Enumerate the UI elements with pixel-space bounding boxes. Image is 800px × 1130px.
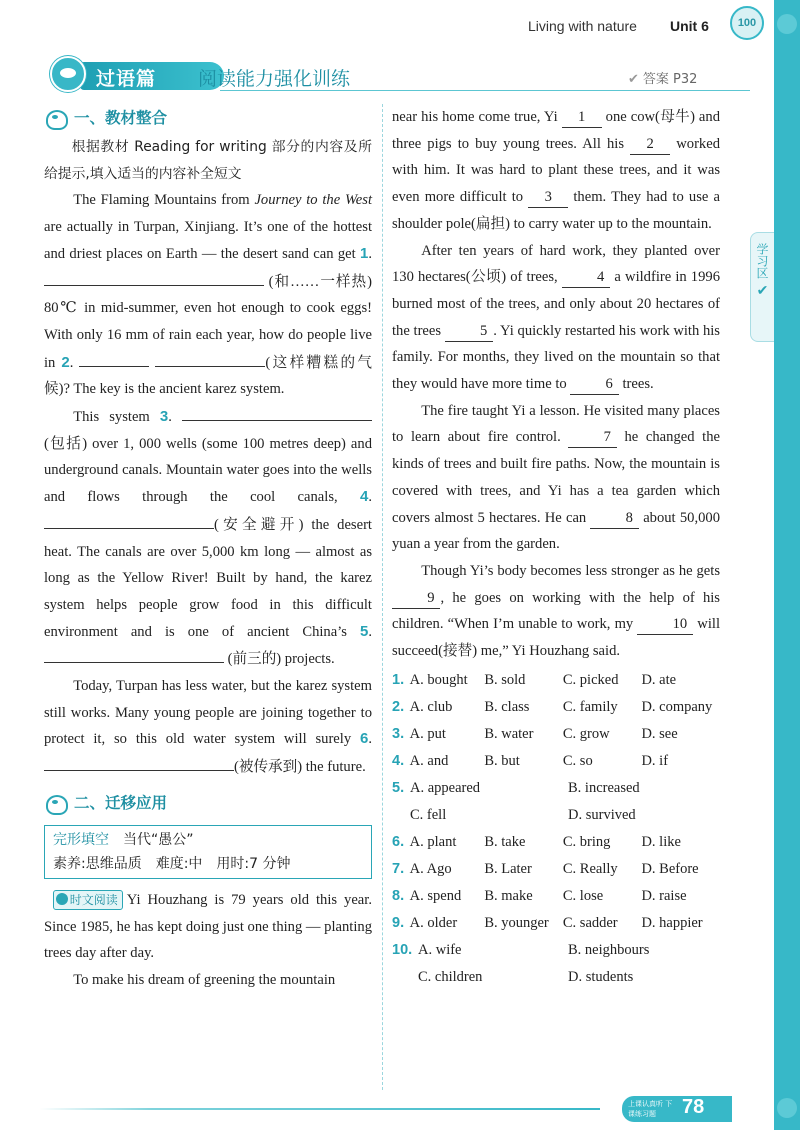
option-b[interactable]: B. make <box>484 887 533 904</box>
option-d[interactable]: D. survived <box>568 806 636 823</box>
answer-blank-5[interactable] <box>44 645 224 663</box>
blank-number: 4 <box>360 488 369 506</box>
answer-blank-4[interactable] <box>44 511 214 529</box>
unit-label: Unit 6 <box>670 18 709 34</box>
blank-number: 3 <box>159 408 169 426</box>
tag-label: 时文阅读 <box>69 892 118 907</box>
option-c[interactable]: C. sadder <box>562 914 618 931</box>
column-divider <box>382 104 383 1090</box>
blank-number: 1 <box>360 244 369 262</box>
cloze-blank-4[interactable]: 4 <box>562 267 610 288</box>
book-title: Journey to the West <box>254 192 373 209</box>
cloze-blank-8[interactable]: 8 <box>590 508 638 529</box>
option-a[interactable]: A. older <box>409 914 458 931</box>
decor-dot <box>777 1098 797 1118</box>
option-b[interactable]: B. younger <box>484 914 549 931</box>
option-c[interactable]: C. Really <box>562 860 618 877</box>
text: (被传承到) the future. <box>234 759 366 776</box>
info-line-2: 素养:思维品质 难度:中 用时:7 分钟 <box>53 855 291 872</box>
text: near his home come true, Yi <box>392 109 562 125</box>
text: . Yi quickly restarted his work with his family. For months, they lived on the mountain so that they would have more time to <box>392 322 720 393</box>
passage-paragraph: Today, Turpan has less water, but the karez system still works. Many young people are joining together to protect it, so this old water system will surely 6. (被传承到) the future. <box>44 678 372 776</box>
text: , he goes on working with the help of his children. “When I’m unable to work, my <box>392 589 720 633</box>
question-number: 10. <box>392 941 413 958</box>
text: (前三的) projects. <box>227 651 335 668</box>
answer-blank-1[interactable] <box>44 268 264 286</box>
blank-number: 5 <box>360 622 369 640</box>
question-number: 1. <box>392 671 405 688</box>
text: Today, Turpan has less water, but the karez system still works. Many young people are joining together to protect it, so this old water system will surely <box>44 678 372 748</box>
cloze-blank-2[interactable]: 2 <box>630 134 670 155</box>
section-title: 二、迁移应用 <box>74 793 168 812</box>
banner-underline <box>220 90 750 91</box>
text: The fire taught Yi a lesson. He visited many places to learn about fire control. <box>392 402 720 446</box>
option-a[interactable]: A. bought <box>409 671 468 688</box>
exercise-info-box <box>44 825 372 879</box>
answer-blank-6[interactable] <box>44 753 234 771</box>
question-number: 2. <box>392 698 405 715</box>
option-b[interactable]: B. neighbours <box>568 941 650 958</box>
option-c[interactable]: C. lose <box>562 887 604 904</box>
option-row <box>392 667 720 694</box>
left-column <box>44 104 372 994</box>
article-tag <box>53 890 123 910</box>
text: This system <box>73 409 160 426</box>
option-d[interactable]: D. ate <box>641 671 677 688</box>
option-a[interactable]: A. Ago <box>409 860 452 877</box>
text: trees. <box>618 376 654 393</box>
option-b[interactable]: B. class <box>484 698 530 715</box>
answer-blank-2-cont[interactable] <box>155 349 265 367</box>
footer-line <box>40 1108 600 1110</box>
question-number: 5. <box>392 779 405 796</box>
exercise-title: 当代“愚公” <box>123 831 194 848</box>
answer-page: 答案 P32 <box>642 72 698 87</box>
option-c[interactable]: C. children <box>418 968 483 985</box>
option-b[interactable]: B. sold <box>484 671 526 688</box>
page-number: 78 <box>682 1096 705 1118</box>
option-row <box>392 694 720 721</box>
text: will succeed(接替) me,” Yi Houzhang said. <box>392 616 720 660</box>
option-d[interactable]: D. Before <box>641 860 699 877</box>
cloze-blank-9[interactable]: 9 <box>392 588 440 609</box>
question-number: 7. <box>392 860 405 877</box>
section-heading-2 <box>44 789 372 817</box>
option-a[interactable]: A. spend <box>409 887 462 904</box>
option-row <box>392 964 720 991</box>
option-row <box>392 910 720 937</box>
section-title: 一、教材整合 <box>74 108 168 127</box>
passage-paragraph <box>392 238 720 398</box>
text: (和……一样热) 80℃ in mid-summer, even hot enough to cook eggs! With only 16 mm of rain each year, how do people live in <box>44 273 372 371</box>
question-number: 8. <box>392 887 405 904</box>
options-list <box>392 667 720 991</box>
option-row <box>392 748 720 775</box>
right-decor-strip <box>774 0 800 1130</box>
check-icon: ✔ <box>756 284 769 299</box>
passage-paragraph: The Flaming Mountains from Journey to the West are actually in Turpan, Xinjiang. It’s one of the hottest and driest places on Earth — the desert sand can get 1. (和……一样热) 80℃ in mid-summer, even hot enough to cook eggs! With only 16 mm of rain each year, how do people live in 2. (这样糟糕的气候)? The key is the ancient karez system. <box>44 192 373 398</box>
text: The Flaming Mountains from <box>73 192 255 209</box>
text: he changed the kinds of trees and built fire paths. Now, the mountain is covered with trees, and Yi has a tea garden which covers almost 5 hectares. He can <box>392 429 720 526</box>
cloze-blank-5[interactable]: 5 <box>445 321 493 342</box>
cloze-blank-1[interactable]: 1 <box>562 107 602 128</box>
question-number: 9. <box>392 914 405 931</box>
option-c[interactable]: C. family <box>562 698 618 715</box>
option-b[interactable]: B. water <box>484 725 534 742</box>
option-a[interactable]: A. plant <box>409 833 457 850</box>
check-icon: ✔ <box>628 72 639 87</box>
text: a wildfire in 1996 burned most of the trees, and only about 20 hectares of the trees <box>392 269 720 339</box>
option-b[interactable]: B. take <box>484 833 526 850</box>
tag-icon <box>56 893 68 905</box>
option-c[interactable]: C. bring <box>562 833 611 850</box>
text: are actually in Turpan, Xinjiang. It’s one of the hottest and driest places on Earth — the desert sand can get <box>44 219 372 262</box>
option-c[interactable]: C. grow <box>562 725 610 742</box>
option-row <box>392 883 720 910</box>
option-b[interactable]: B. increased <box>568 779 640 796</box>
option-d[interactable]: D. company <box>641 698 713 715</box>
passage-paragraph <box>392 398 720 558</box>
text: Though Yi’s body becomes less stronger as he gets <box>421 562 720 579</box>
text: After ten years of hard work, they planted over 130 hectares(公顷) of trees, <box>392 242 720 286</box>
mascot-icon <box>50 56 86 92</box>
banner-subtitle: 阅读能力强化训练 <box>198 68 351 90</box>
section-banner <box>40 60 752 92</box>
passage-paragraph <box>44 887 372 967</box>
option-a[interactable]: A. and <box>409 752 449 769</box>
option-c[interactable]: C. picked <box>562 671 619 688</box>
option-b[interactable]: B. but <box>484 752 520 769</box>
answer-blank-3[interactable] <box>182 403 372 421</box>
text: (安全避开) the desert heat. The canals are over 5,000 km long — almost as long as the Yellow River! Built by hand, the karez system helps people grow food in this difficult environment and is one of ancient China’s <box>44 516 372 640</box>
page-badge <box>622 1096 732 1122</box>
exercise-type: 完形填空 <box>53 831 109 848</box>
passage-paragraph: This system 3. (包括) over 1, 000 wells (some 100 metres deep) and underground canals. Mountain water goes into the wells and flows through the cool canals, 4. (安全避开) the desert heat. The canals are over 5,000 km long — almost as long as the Yellow River! Built by hand, the karez system helps people grow food in this difficult environment and is one of ancient China’s 5. (前三的) projects. <box>44 403 372 673</box>
question-number: 6. <box>392 833 405 850</box>
option-a[interactable]: A. club <box>409 698 453 715</box>
right-column <box>392 104 720 991</box>
option-a[interactable]: A. wife <box>418 941 462 958</box>
option-d[interactable]: D. like <box>641 833 681 850</box>
text: (这样糟糕的气候)? The key is the ancient karez system. <box>44 354 373 398</box>
option-d[interactable]: D. see <box>641 725 678 742</box>
cloze-blank-10[interactable]: 10 <box>637 614 693 635</box>
option-c[interactable]: C. fell <box>410 806 447 823</box>
text: about 50,000 yuan a year from the garden. <box>392 509 720 553</box>
text: Yi Houzhang is 79 years old this year. Since 1985, he has kept doing just one thing — planting trees day after day. <box>44 891 372 962</box>
option-row <box>392 829 720 856</box>
section-heading-1 <box>44 104 372 132</box>
option-b[interactable]: B. Later <box>484 860 532 877</box>
passage-paragraph <box>392 104 720 238</box>
option-a[interactable]: A. appeared <box>410 779 481 796</box>
text: worked with him. It was hard to plant these trees, and it was even more difficult to <box>392 135 720 206</box>
question-number: 4. <box>392 752 405 769</box>
option-row <box>392 856 720 883</box>
passage-paragraph: To make his dream of greening the mountain <box>73 971 336 988</box>
option-row <box>392 937 720 964</box>
option-c[interactable]: C. so <box>562 752 593 769</box>
decor-dot <box>777 14 797 34</box>
info-line-1 <box>53 828 363 852</box>
option-d[interactable]: D. happier <box>641 914 703 931</box>
option-row <box>392 721 720 748</box>
question-number: 3. <box>392 725 405 742</box>
option-d[interactable]: D. students <box>568 968 634 985</box>
banner-pill-text: 过语篇 <box>96 68 157 90</box>
text: one cow(母牛) and three pigs to buy young trees. All his <box>392 109 720 152</box>
blank-number: 2 <box>61 353 70 371</box>
brand-logo-icon: 100 <box>730 6 764 40</box>
answer-blank-2[interactable] <box>79 349 149 367</box>
footer-slogan: 上课认真听 下课练习题 <box>628 1100 673 1118</box>
section-mascot-icon <box>44 793 68 813</box>
option-d[interactable]: D. raise <box>641 887 687 904</box>
section-mascot-icon <box>44 108 68 128</box>
side-tab-study-zone[interactable] <box>750 232 774 342</box>
unit-theme: Living with nature <box>528 18 637 34</box>
option-row <box>392 802 720 829</box>
instruction: 根据教材 Reading for writing 部分的内容及所给提示,填入适当的内容补全短文 <box>44 139 372 182</box>
page-header <box>0 14 760 44</box>
blank-number: 6 <box>360 730 369 748</box>
option-a[interactable]: A. put <box>409 725 446 742</box>
passage-paragraph <box>392 558 720 665</box>
text: (包括) over 1, 000 wells (some 100 metres deep) and underground canals. Mountain water goes into the wells and flows through the cool canals, <box>44 435 372 506</box>
cloze-blank-6[interactable]: 6 <box>570 374 618 395</box>
cloze-blank-7[interactable]: 7 <box>568 427 616 448</box>
side-tab-label: 学习区 <box>755 243 769 279</box>
option-d[interactable]: D. if <box>641 752 669 769</box>
cloze-blank-3[interactable]: 3 <box>528 187 568 208</box>
text: them. They had to use a shoulder pole(扁担) to carry water up to the mountain. <box>392 189 720 232</box>
option-row <box>392 775 720 802</box>
answer-reference[interactable] <box>628 68 697 87</box>
